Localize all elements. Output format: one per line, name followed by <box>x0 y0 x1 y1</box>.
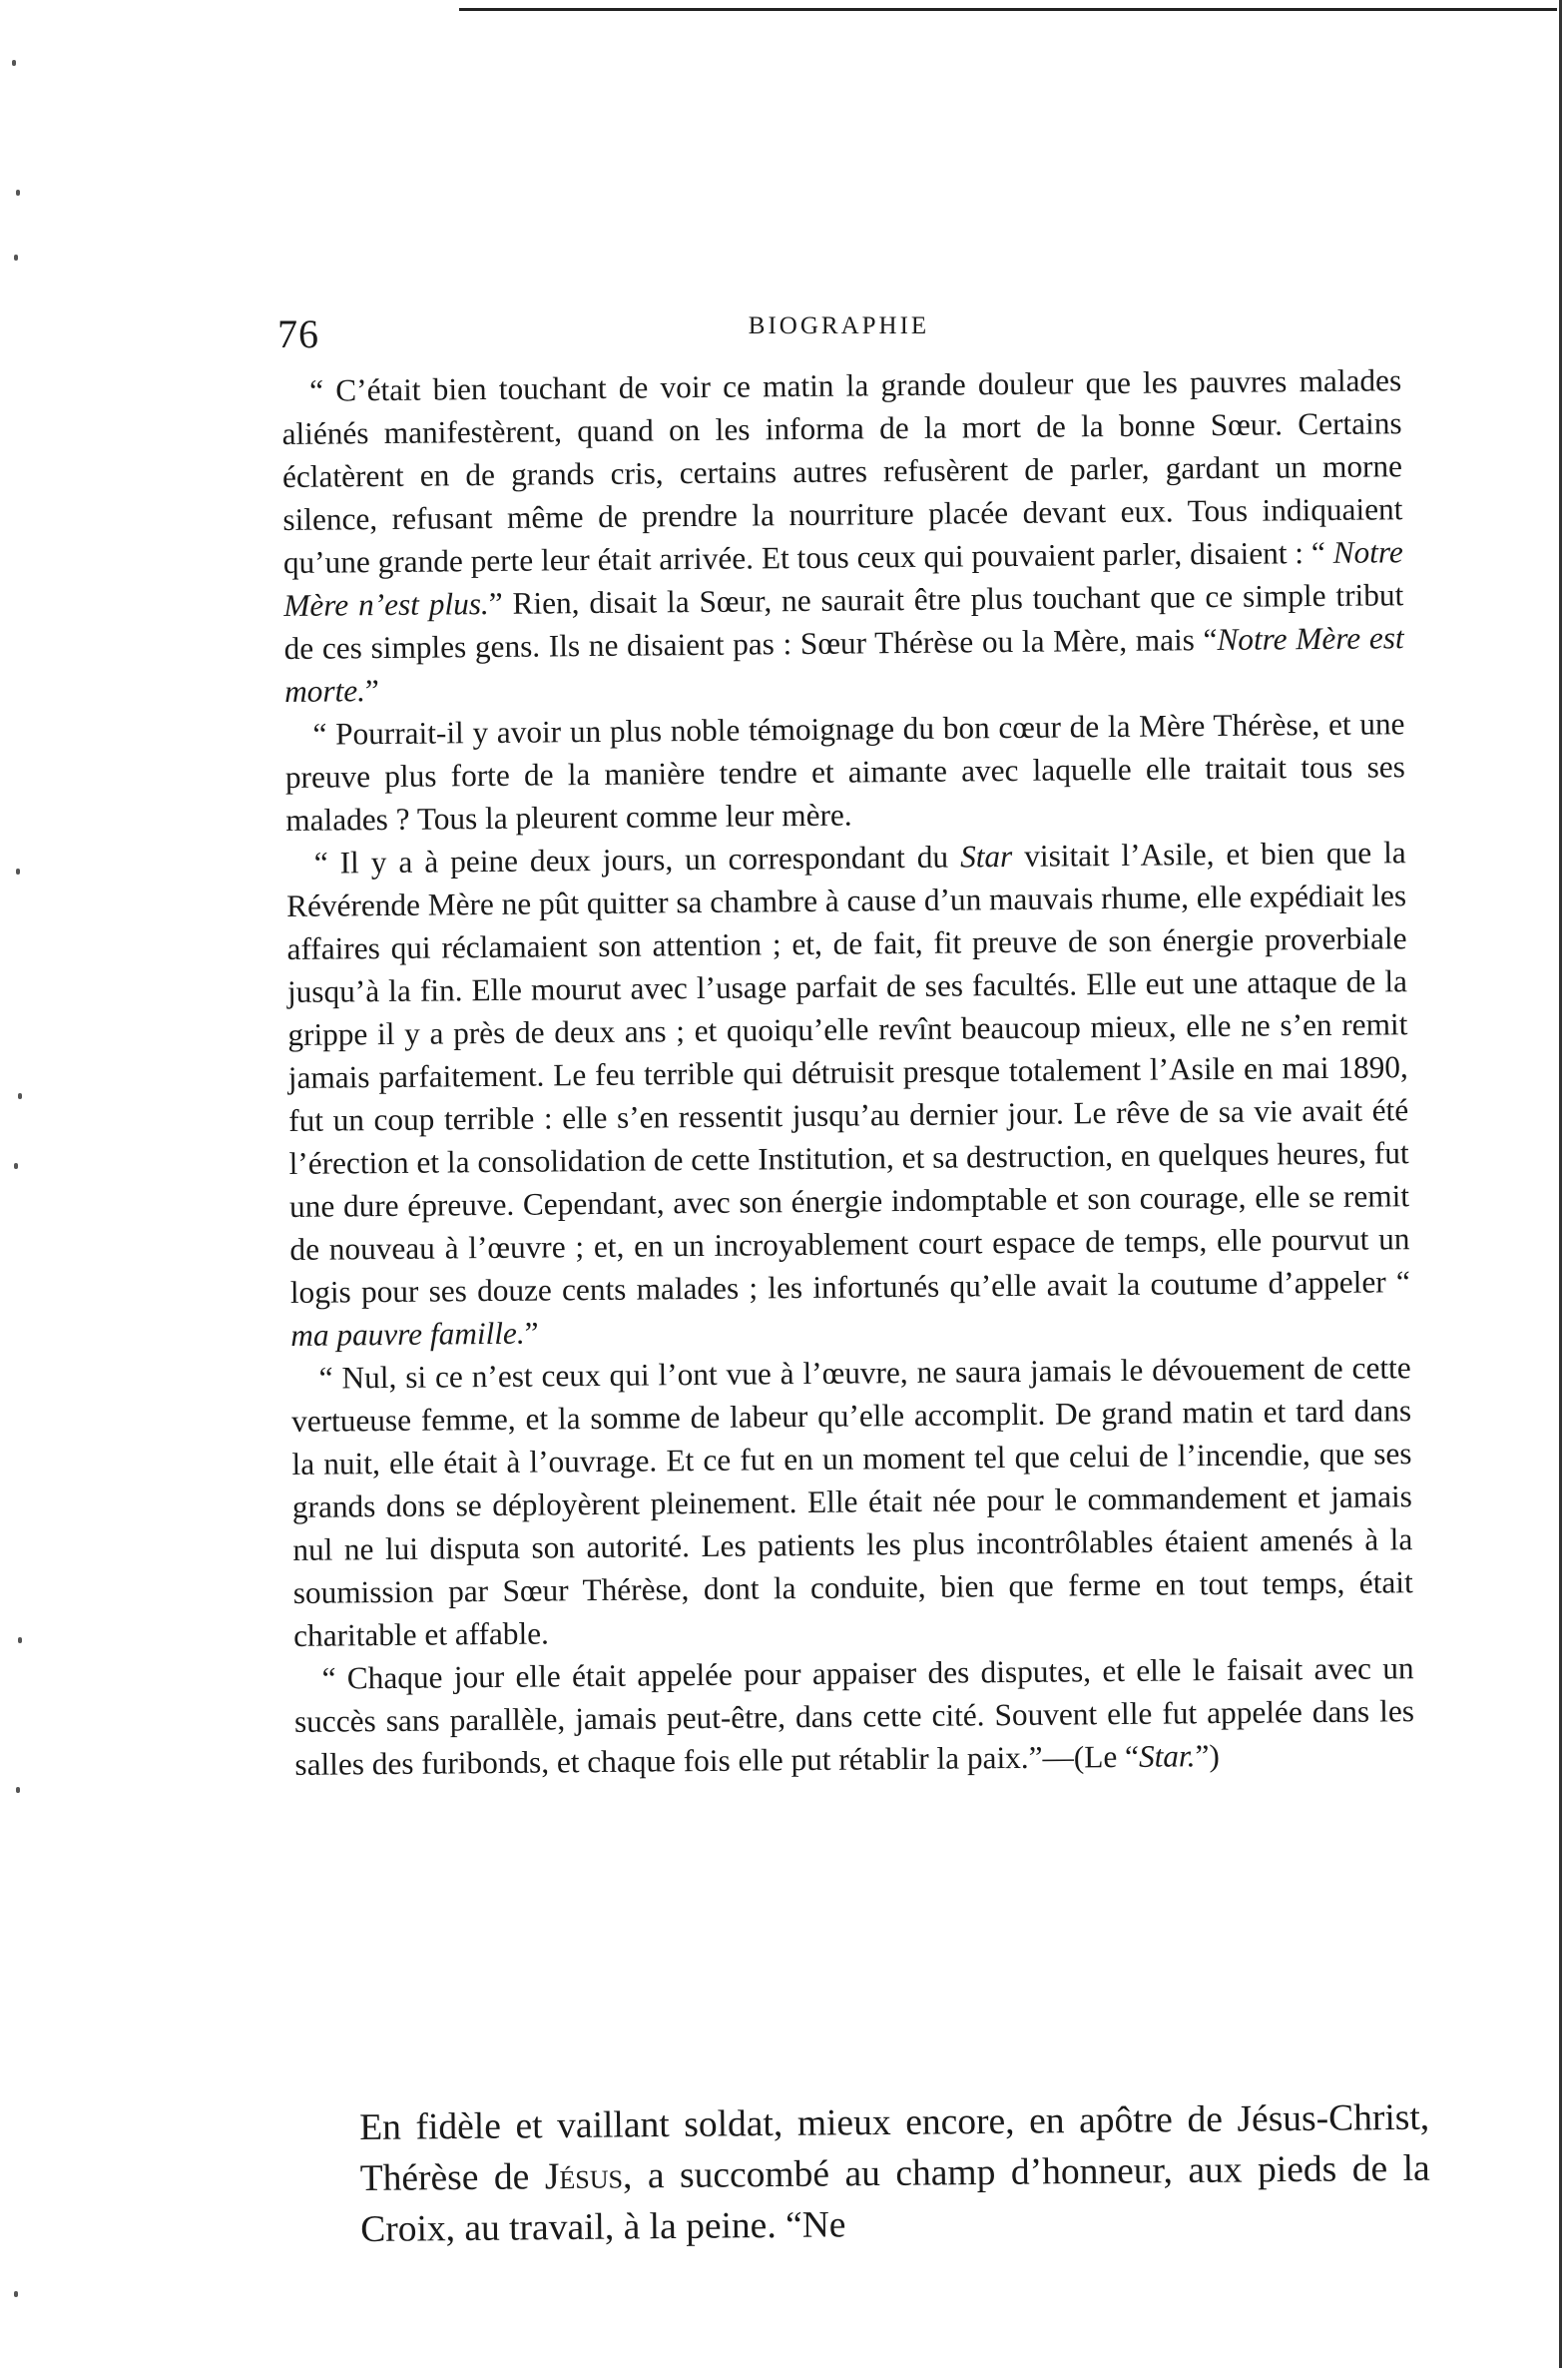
paragraph <box>293 1646 1414 1786</box>
small-caps-text: Jésus <box>544 2155 624 2198</box>
italic-text: Notre Mère n’est plus. <box>283 534 1403 623</box>
running-head: BIOGRAPHIE <box>748 312 930 339</box>
top-border-rule <box>459 8 1557 11</box>
text-run: ” Rien, disait la Sœur, ne saurait être plus touchant que ce simple tribut de ces simples gens. Ils ne disaient pas : Sœur Thérèse ou la Mère, mais “ <box>283 577 1404 666</box>
paragraph <box>359 2092 1430 2255</box>
margin-specks <box>10 0 30 2368</box>
speck <box>18 1637 22 1643</box>
italic-text: Star. <box>1138 1738 1196 1774</box>
text-run: “ C’était bien touchant de voir ce matin la grande douleur que les pauvres malades aliénés manifestèrent, quand on les informa de la mort de la bonne Sœur. Certains éclatèrent en de grands cris, certains autres refusèrent de parler, gardant un morne silence, refusant même de prendre la nourriture placée devant eux. Tous indiquaient qu’une grande perte leur était arrivée. Et tous ceux qui pouvaient parler, disaient : “ <box>281 362 1403 580</box>
italic-text: Star <box>959 838 1013 875</box>
paragraph <box>286 831 1411 1357</box>
text-run: ” <box>524 1315 539 1351</box>
text-run: ”) <box>1195 1738 1220 1774</box>
quoted-article <box>281 358 1415 1786</box>
text-run: “ Chaque jour elle était appelée pour appaiser des disputes, et elle le faisait avec un succès sans parallèle, jamais peut-être, dans cette cité. Souvent elle fut appelée dans les salles des furibonds, et chaque fois elle put rétablir la paix.”—(Le “ <box>293 1650 1415 1782</box>
right-border-rule <box>1559 0 1562 2368</box>
speck <box>14 255 18 261</box>
page-number: 76 <box>277 311 319 356</box>
speck <box>16 1787 20 1793</box>
speck <box>14 2291 18 2297</box>
speck <box>14 1163 18 1169</box>
paragraph <box>281 358 1404 713</box>
text-run: ” <box>364 673 380 709</box>
page-header <box>277 304 1400 364</box>
text-run: visitait l’Asile, et bien que la Révérende Mère ne pût quitter sa chambre à cause d’un mauvais rhume, elle expédiait les affaires qui réclamaient son attention ; et, de fait, fit preuve de son énergie proverbiale jusqu’à la fin. Elle mourut avec l’usage parfait de ses facultés. Elle eut une attaque de la grippe il y a près de deux ans ; et quoiqu’elle revînt beaucoup mieux, elle ne s’en remit jamais parfaitement. Le feu terrible qui détruisit presque totalement l’Asile en mai 1890, fut un coup terrible : elle s’en ressentit jusqu’au dernier jour. Le rêve de sa vie avait été l’érection et la consolidation de cette Institution, et sa destruction, en quelques heures, fut une dure épreuve. Cependant, avec son énergie indomptable et son courage, elle se remit de nouveau à l’œuvre ; et, en un incroyablement court espace de temps, elle pourvut un logis pour ses douze cents malades ; les infortunés qu’elle avait la coutume d’appeler “ <box>285 835 1410 1310</box>
paragraph: “ Nul, si ce n’est ceux qui l’ont vue à l’œuvre, ne saura jamais le dévouement de cette vertueuse femme, et la somme de labeur qu’elle accomplit. De grand matin et tard dans la nuit, elle était à l’ouvrage. Et ce fut en un moment tel que celui de l’incendie, que ses grands dons se déployèrent pleinement. Elle était née pour le commandement et jamais nul ne lui disputa son autorité. Les patients les plus incontrôlables étaient amenés à la soumission par Sœur Thérèse, dont la conduite, bien que ferme en tout temps, était charitable et affable. <box>290 1350 1413 1653</box>
speck <box>16 190 20 196</box>
speck <box>12 60 16 66</box>
speck <box>18 1093 22 1099</box>
text-run: En fidèle et vaillant soldat, mieux encore, en apôtre de Jésus-Christ, Thérèse de <box>359 2096 1430 2199</box>
closing-paragraph <box>359 2092 1430 2255</box>
speck <box>16 869 20 875</box>
italic-text: ma pauvre famille. <box>290 1315 525 1353</box>
text-run: “ Il y a à peine deux jours, un correspondant du <box>313 839 961 881</box>
text-run: , a succombé au champ d’honneur, aux pieds de la Croix, au travail, à la peine. “Ne <box>360 2147 1430 2250</box>
italic-text: Notre Mère est morte. <box>283 620 1404 709</box>
paragraph: “ Pourrait-il y avoir un plus noble témoignage du bon cœur de la Mère Thérèse, et une preuve plus forte de la manière tendre et aimante avec laquelle elle traitait tous ses malades ? Tous la pleurent comme leur mère. <box>284 706 1406 838</box>
